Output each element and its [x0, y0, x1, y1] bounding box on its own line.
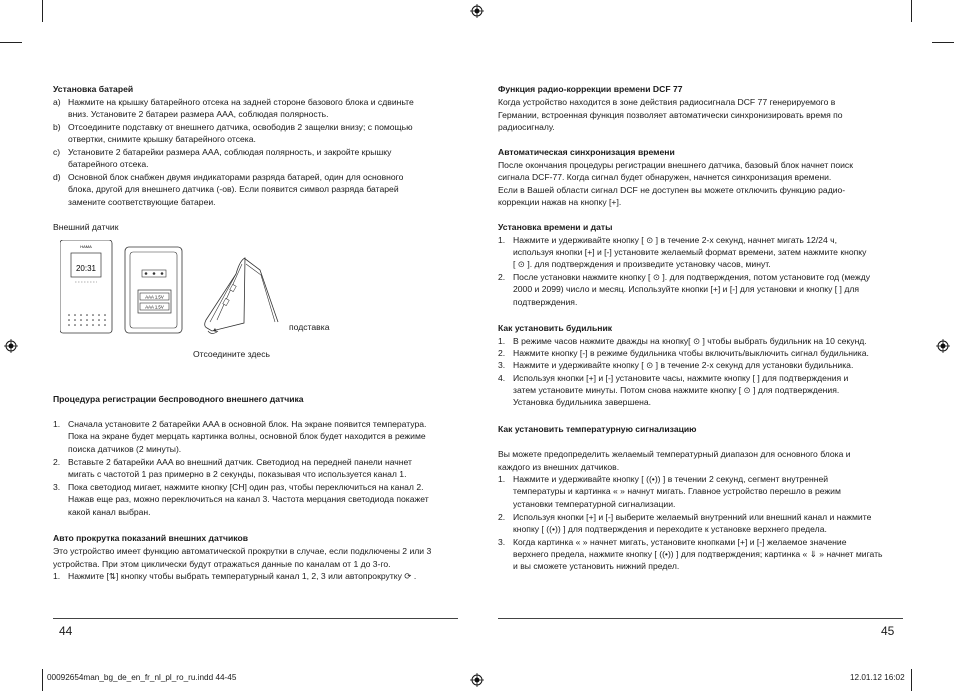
footer-file: 00092654man_bg_de_en_fr_nl_pl_ro_ru.indd 44-45 — [47, 673, 237, 682]
autosync-line: коррекции нажав на кнопку [+]. — [498, 197, 622, 207]
crop-mark — [42, 0, 43, 22]
registration-mark-icon — [470, 4, 484, 18]
page-rule-right — [498, 618, 903, 619]
page-rule-left — [53, 618, 458, 619]
footer-date: 12.01.12 16:02 — [850, 673, 905, 682]
crop-mark — [911, 669, 912, 691]
autosync-line: После окончания процедуры регистрации внешнего датчика, базовый блок начнет поиск — [498, 159, 853, 170]
autosync-heading: Автоматическая синхронизация времени — [498, 147, 675, 157]
brand-label: HAMA — [80, 244, 92, 249]
crop-mark — [0, 42, 22, 43]
sensor-side-view — [205, 258, 278, 334]
display-time: 20:31 — [75, 264, 97, 273]
crop-mark — [911, 0, 912, 22]
sensor-front-view — [60, 240, 112, 333]
settime-heading: Установка времени и даты — [498, 222, 613, 232]
sensor-back-view — [125, 247, 182, 333]
figure-label-detach: Отсоедините здесь — [193, 349, 270, 359]
sensor-illustration — [60, 240, 290, 340]
autoscroll-line: Это устройство имеет функцию автоматической прокрутки в случае, если подключены 2 или 3 — [53, 546, 432, 556]
registration-mark-icon — [470, 673, 484, 687]
autosync-line: Если в Вашей области сигнал DCF не доступен вы можете отключить функцию радио- — [498, 184, 846, 195]
battery-label: AAA 1.5V — [145, 304, 164, 310]
figure-label-stand: подставка — [289, 322, 330, 332]
dcf-line: радиосигналу. — [498, 122, 555, 132]
registration-mark-icon — [936, 339, 950, 353]
registration-heading: Процедура регистрации беспроводного внешнего датчика — [53, 394, 304, 404]
page-number-left: 44 — [59, 624, 73, 638]
autoscroll-line: устройства. При этом циклически будут отражаться данные по каналам от 1 до 3-го. — [53, 558, 391, 569]
autoscroll-heading: Авто прокрутка показаний внешних датчиков — [53, 533, 248, 543]
tempalarm-line: каждого из внешних датчиков. — [498, 461, 620, 472]
battery-heading: Установка батарей — [53, 84, 134, 94]
dcf-line: Когда устройство находится в зоне действия радиосигнала DCF 77 генерируемого в — [498, 97, 836, 107]
page-number-right: 45 — [881, 624, 895, 638]
figure-caption-sensor: Внешний датчик — [53, 222, 119, 232]
autosync-line: сигнала DCF-77. Когда сигнал будет обнаружен, начнется синхронизация времени. — [498, 172, 832, 182]
alarm-heading: Как установить будильник — [498, 323, 613, 333]
battery-label: AAA 1.5V — [145, 294, 164, 300]
tempalarm-line: Вы можете предопределить желаемый температурный диапазон для основного блока и — [498, 449, 851, 459]
crop-mark — [932, 42, 954, 43]
tempalarm-heading: Как установить температурную сигнализацию — [498, 424, 697, 434]
registration-mark-icon — [4, 339, 18, 353]
dcf-line: Германии, встроенная функция позволяет автоматически синхронизировать время по — [498, 109, 843, 120]
dcf-heading: Функция радио-коррекции времени DCF 77 — [498, 84, 683, 94]
crop-mark — [42, 669, 43, 691]
